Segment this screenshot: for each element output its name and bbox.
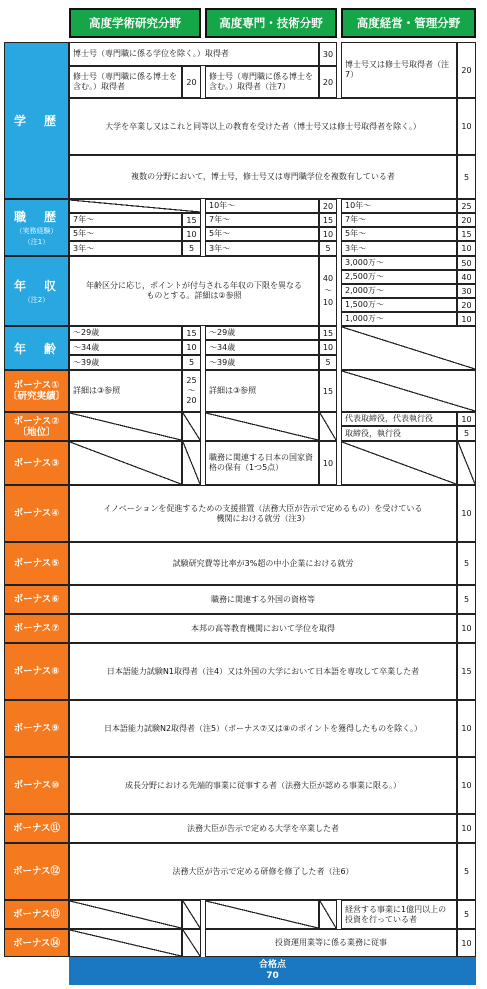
label-career-title: 職 歴 [13,210,59,224]
bonus8-pts: 15 [457,643,476,700]
bonus13-pts: 5 [457,900,476,929]
bonus9-pts: 10 [457,700,476,757]
career-research-5y: 5年～ [69,227,182,241]
bonus2-representative: 代表取締役，代表執行役 [341,412,457,426]
label-bonus1-title: ボーナス① [13,380,60,391]
label-career-sub1: （実務経験） [15,227,58,235]
income-mgmt-15m: 1,500万～ [341,298,457,312]
bonus3-mgmt-pts-empty [457,441,476,485]
bonus12-pts: 5 [457,843,476,900]
edu-tech-master: 修士号（専門職に係る博士を含む。）取得者（注7） [205,66,319,98]
bonus3-research-empty [69,441,182,485]
career-research-3y: 3年～ [69,241,182,256]
edu-mgmt-degree-pts: 20 [457,42,476,98]
income-pts [319,256,337,326]
label-bonus8-title: ボーナス⑧ [13,666,60,677]
bonus13-research-pts-empty [182,900,201,929]
career-tech-7y-pts: 15 [319,213,337,227]
age-tech-39: ～39歳 [205,355,319,370]
age-research-29: ～29歳 [69,326,182,340]
label-age-title: 年 齢 [13,341,59,356]
age-research-34-pts: 10 [182,340,201,355]
age-tech-39-pts: 5 [319,355,337,370]
bonus6-pts: 5 [457,585,476,614]
edu-mgmt-degree: 博士号又は修士号取得者（注7） [341,42,457,98]
age-research-39: ～39歳 [69,355,182,370]
career-mgmt-10y: 10年～ [341,199,457,213]
bonus14-pts: 10 [457,929,476,957]
bonus2-director: 取締役，執行役 [341,426,457,441]
bonus2-representative-pts: 10 [457,412,476,426]
label-bonus6-title: ボーナス⑥ [13,594,60,605]
bonus2-research-pts-empty [182,412,201,441]
edu-university: 大学を卒業し又はこれと同等以上の教育を受けた者（博士号又は修士号取得者を除く。） [69,98,457,155]
bonus12-text: 法務大臣が告示で定める研修を修了した者（注6） [69,843,457,900]
bonus7-pts: 10 [457,614,476,643]
edu-multiple-pts: 5 [457,155,476,199]
age-mgmt-empty [341,326,476,370]
career-research-empty [69,199,201,213]
career-mgmt-7y: 7年～ [341,213,457,227]
edu-university-pts: 10 [457,98,476,155]
label-bonus14 [4,929,69,957]
label-age [4,326,69,370]
bonus13-tech-empty [205,900,319,929]
label-bonus8 [4,643,69,700]
label-bonus7 [4,614,69,643]
bonus1-tech-text: 詳細は③参照 [205,370,319,412]
label-bonus11-title: ボーナス⑪ [12,823,61,834]
label-bonus7-title: ボーナス⑦ [13,623,60,634]
label-bonus1 [4,370,69,412]
bonus6-text: 職務に関連する外国の資格等 [69,585,457,614]
age-tech-29: ～29歳 [205,326,319,340]
label-bonus9 [4,700,69,757]
bonus1-research-pts-bottom: 20 [186,396,197,405]
income-mgmt-25m-pts: 40 [457,270,476,284]
bonus1-research-pts-sep: ～ [187,386,196,395]
label-income [4,256,69,326]
age-tech-34: ～34歳 [205,340,319,355]
header-research: 高度学術研究分野 [69,8,201,38]
income-pts-bottom: 10 [322,298,334,307]
income-mgmt-20m: 2,000万～ [341,284,457,298]
age-tech-29-pts: 15 [319,326,337,340]
bonus2-research-empty [69,412,182,441]
bonus3-research-pts-empty [182,441,201,485]
edu-research-master-pts: 20 [182,66,201,98]
bonus4-text: イノベーションを促進するための支援措置（法務大臣が告示で定めるもの）を受けている機関における就労（注3） [69,485,457,542]
income-pts-top: 40 [322,274,334,283]
income-mgmt-10m: 1,000万～ [341,312,457,326]
career-tech-7y: 7年～ [205,213,319,227]
bonus13-research-empty [69,900,182,929]
label-bonus13 [4,900,69,929]
career-tech-3y: 3年～ [205,241,319,256]
label-bonus3-title: ボーナス③ [13,457,60,469]
label-bonus6 [4,585,69,614]
career-mgmt-5y: 5年～ [341,227,457,241]
label-bonus5 [4,542,69,585]
bonus1-mgmt-empty [341,370,476,412]
career-mgmt-7y-pts: 20 [457,213,476,227]
label-bonus14-title: ボーナス⑭ [12,937,61,949]
passing-score-label: 合格点 [258,960,286,970]
income-mgmt-15m-pts: 20 [457,298,476,312]
edu-multiple: 複数の分野において，博士号，修士号又は専門職学位を複数有している者 [69,155,457,199]
bonus2-director-pts: 5 [457,426,476,441]
label-bonus10 [4,757,69,814]
label-bonus3 [4,441,69,485]
income-mgmt-20m-pts: 30 [457,284,476,298]
career-mgmt-3y: 3年～ [341,241,457,256]
bonus1-research-pts-top: 25 [186,376,197,385]
bonus14-text: 投資運用業等に係る業務に従事 [205,929,457,957]
age-tech-34-pts: 10 [319,340,337,355]
label-bonus1-sub: 〔研究実績〕 [7,391,65,402]
header-technical: 高度専門・技術分野 [205,8,337,38]
label-bonus12 [4,843,69,900]
bonus7-text: 本邦の高等教育機関において学位を取得 [69,614,457,643]
age-research-39-pts: 5 [182,355,201,370]
label-bonus4 [4,485,69,542]
label-education [4,42,69,199]
income-text: 年齢区分に応じ，ポイントが付与される年収の下限を異なるものとする。詳細は②参照 [69,256,319,326]
bonus10-pts: 10 [457,757,476,814]
label-bonus10-title: ボーナス⑩ [13,780,60,791]
label-bonus11 [4,814,69,843]
income-pts-sep: ～ [324,286,332,295]
bonus5-text: 試験研究費等比率が3%超の中小企業における就労 [69,542,457,585]
bonus13-tech-pts-empty [319,900,337,929]
bonus1-tech-pts: 15 [319,370,337,412]
bonus4-pts: 10 [457,485,476,542]
label-career [4,199,69,256]
career-mgmt-3y-pts: 10 [457,241,476,256]
bonus2-tech-pts-empty [319,412,337,441]
bonus1-research-text: 詳細は③参照 [69,370,182,412]
label-bonus13-title: ボーナス⑬ [12,909,61,920]
bonus3-pts: 10 [319,441,337,485]
label-bonus4-title: ボーナス④ [13,508,60,519]
bonus5-pts: 5 [457,542,476,585]
bonus11-pts: 10 [457,814,476,843]
career-research-7y-pts: 15 [182,213,201,227]
bonus3-mgmt-empty [341,441,457,485]
bonus13-text: 経営する事業に1億円以上の投資を行っている者 [341,900,457,929]
edu-research-doctor: 博士号（専門職に係る学位を除く。）取得者 [69,42,319,66]
label-education-title: 学 歴 [13,114,59,128]
bonus11-text: 法務大臣が告示で定める大学を卒業した者 [69,814,457,843]
label-bonus5-title: ボーナス⑤ [13,558,60,569]
bonus1-research-pts [182,370,201,412]
age-research-29-pts: 15 [182,326,201,340]
label-income-title: 年 収 [13,279,59,293]
career-tech-5y: 5年～ [205,227,319,241]
bonus10-text: 成長分野における先端的事業に従事する者（法務大臣が認める事業に限る。） [69,757,457,814]
label-bonus2-sub: 〔地位〕 [17,426,56,438]
career-tech-10y-pts: 20 [319,199,337,213]
bonus2-tech-empty [205,412,319,441]
edu-research-doctor-pts: 30 [319,42,337,66]
bonus8-text: 日本語能力試験N1取得者（注4）又は外国の大学において日本語を専攻して卒業した者 [69,643,457,700]
edu-tech-master-pts: 20 [319,66,337,98]
income-mgmt-30m-pts: 50 [457,256,476,270]
passing-score-value: 70 [266,971,279,981]
income-mgmt-10m-pts: 10 [457,312,476,326]
label-income-sub: （注2） [23,296,50,304]
label-career-sub2: （注1） [23,238,50,246]
passing-score [69,957,476,985]
bonus3-text: 職務に関連する日本の国家資格の保有（1つ5点） [205,441,319,485]
bonus14-research-pts-empty [182,929,201,957]
career-research-5y-pts: 10 [182,227,201,241]
label-bonus12-title: ボーナス⑫ [12,866,61,877]
career-tech-10y: 10年～ [205,199,319,213]
career-research-7y: 7年～ [69,213,182,227]
career-mgmt-10y-pts: 25 [457,199,476,213]
label-bonus2-title: ボーナス② [13,415,60,427]
career-mgmt-5y-pts: 15 [457,227,476,241]
bonus14-research-empty [69,929,182,957]
age-research-34: ～34歳 [69,340,182,355]
label-bonus9-title: ボーナス⑨ [13,723,60,734]
edu-research-master: 修士号（専門職に係る博士を含む。）取得者 [69,66,182,98]
label-bonus2 [4,412,69,441]
bonus9-text: 日本語能力試験N2取得者（注5）（ボーナス⑦又は⑧のポイントを獲得したものを除く。） [69,700,457,757]
career-research-3y-pts: 5 [182,241,201,256]
career-tech-5y-pts: 10 [319,227,337,241]
income-mgmt-30m: 3,000万～ [341,256,457,270]
career-tech-3y-pts: 5 [319,241,337,256]
income-mgmt-25m: 2,500万～ [341,270,457,284]
header-management: 高度経営・管理分野 [341,8,476,38]
